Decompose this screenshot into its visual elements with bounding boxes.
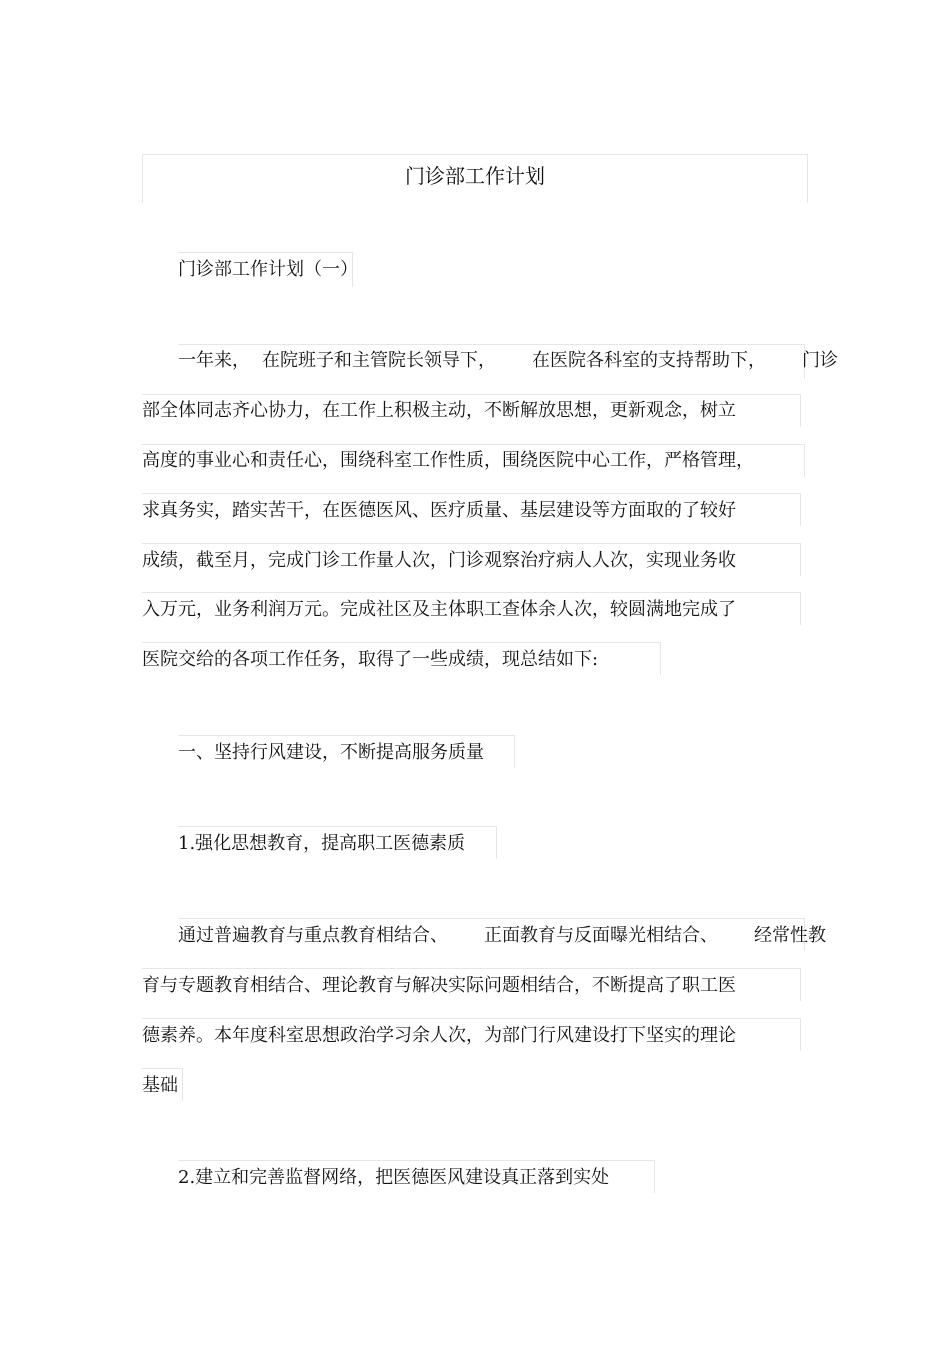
item-1-line-2: 育与专题教育相结合、理论教育与解决实际问题相结合，不断提高了职工医: [142, 975, 736, 996]
item-1-line-1-part-b: 正面教育与反面曝光相结合、: [484, 925, 718, 946]
intro-line-1: [178, 349, 838, 373]
intro-line-4: 求真务实，踏实苦干，在医德医风、医疗质量、基层建设等方面取的了较好: [142, 500, 736, 521]
intro-line-1-part-b: 在院班子和主管院长领导下，: [262, 350, 496, 371]
item-2-heading: 2.建立和完善监督网络，把医德医风建设真正落到实处: [178, 1167, 610, 1188]
page-title: 门诊部工作计划: [405, 164, 545, 188]
intro-line-1-part-d: 门诊: [802, 350, 838, 371]
intro-line-7: 医院交给的各项工作任务，取得了一些成绩，现总结如下:: [142, 649, 599, 670]
item-1-heading: 1.强化思想教育，提高职工医德素质: [178, 833, 466, 854]
document-subtitle: 门诊部工作计划（一）: [178, 259, 358, 280]
intro-line-1-part-c: 在医院各科室的支持帮助下，: [532, 350, 766, 371]
item-1-line-1-part-a: 通过普遍教育与重点教育相结合、: [178, 925, 448, 946]
intro-line-6: 入万元，业务利润万元。完成社区及主体职工查体余人次，较圆满地完成了: [142, 599, 736, 620]
intro-line-3: 高度的事业心和责任心，围绕科室工作性质，围绕医院中心工作，严格管理，: [142, 450, 754, 471]
section-1-heading: 一、坚持行风建设，不断提高服务质量: [178, 742, 484, 763]
item-1-line-1: [178, 924, 826, 948]
intro-line-1-part-a: 一年来，: [178, 350, 250, 371]
item-1-line-3: 德素养。本年度科室思想政治学习余人次，为部门行风建设打下坚实的理论: [142, 1025, 736, 1046]
intro-line-2: 部全体同志齐心协力，在工作上积极主动，不断解放思想，更新观念，树立: [142, 400, 736, 421]
intro-line-5: 成绩，截至月，完成门诊工作量人次，门诊观察治疗病人人次，实现业务收: [142, 550, 736, 571]
item-1-line-4: 基础: [142, 1075, 178, 1096]
item-1-line-1-part-c: 经常性教: [754, 925, 826, 946]
